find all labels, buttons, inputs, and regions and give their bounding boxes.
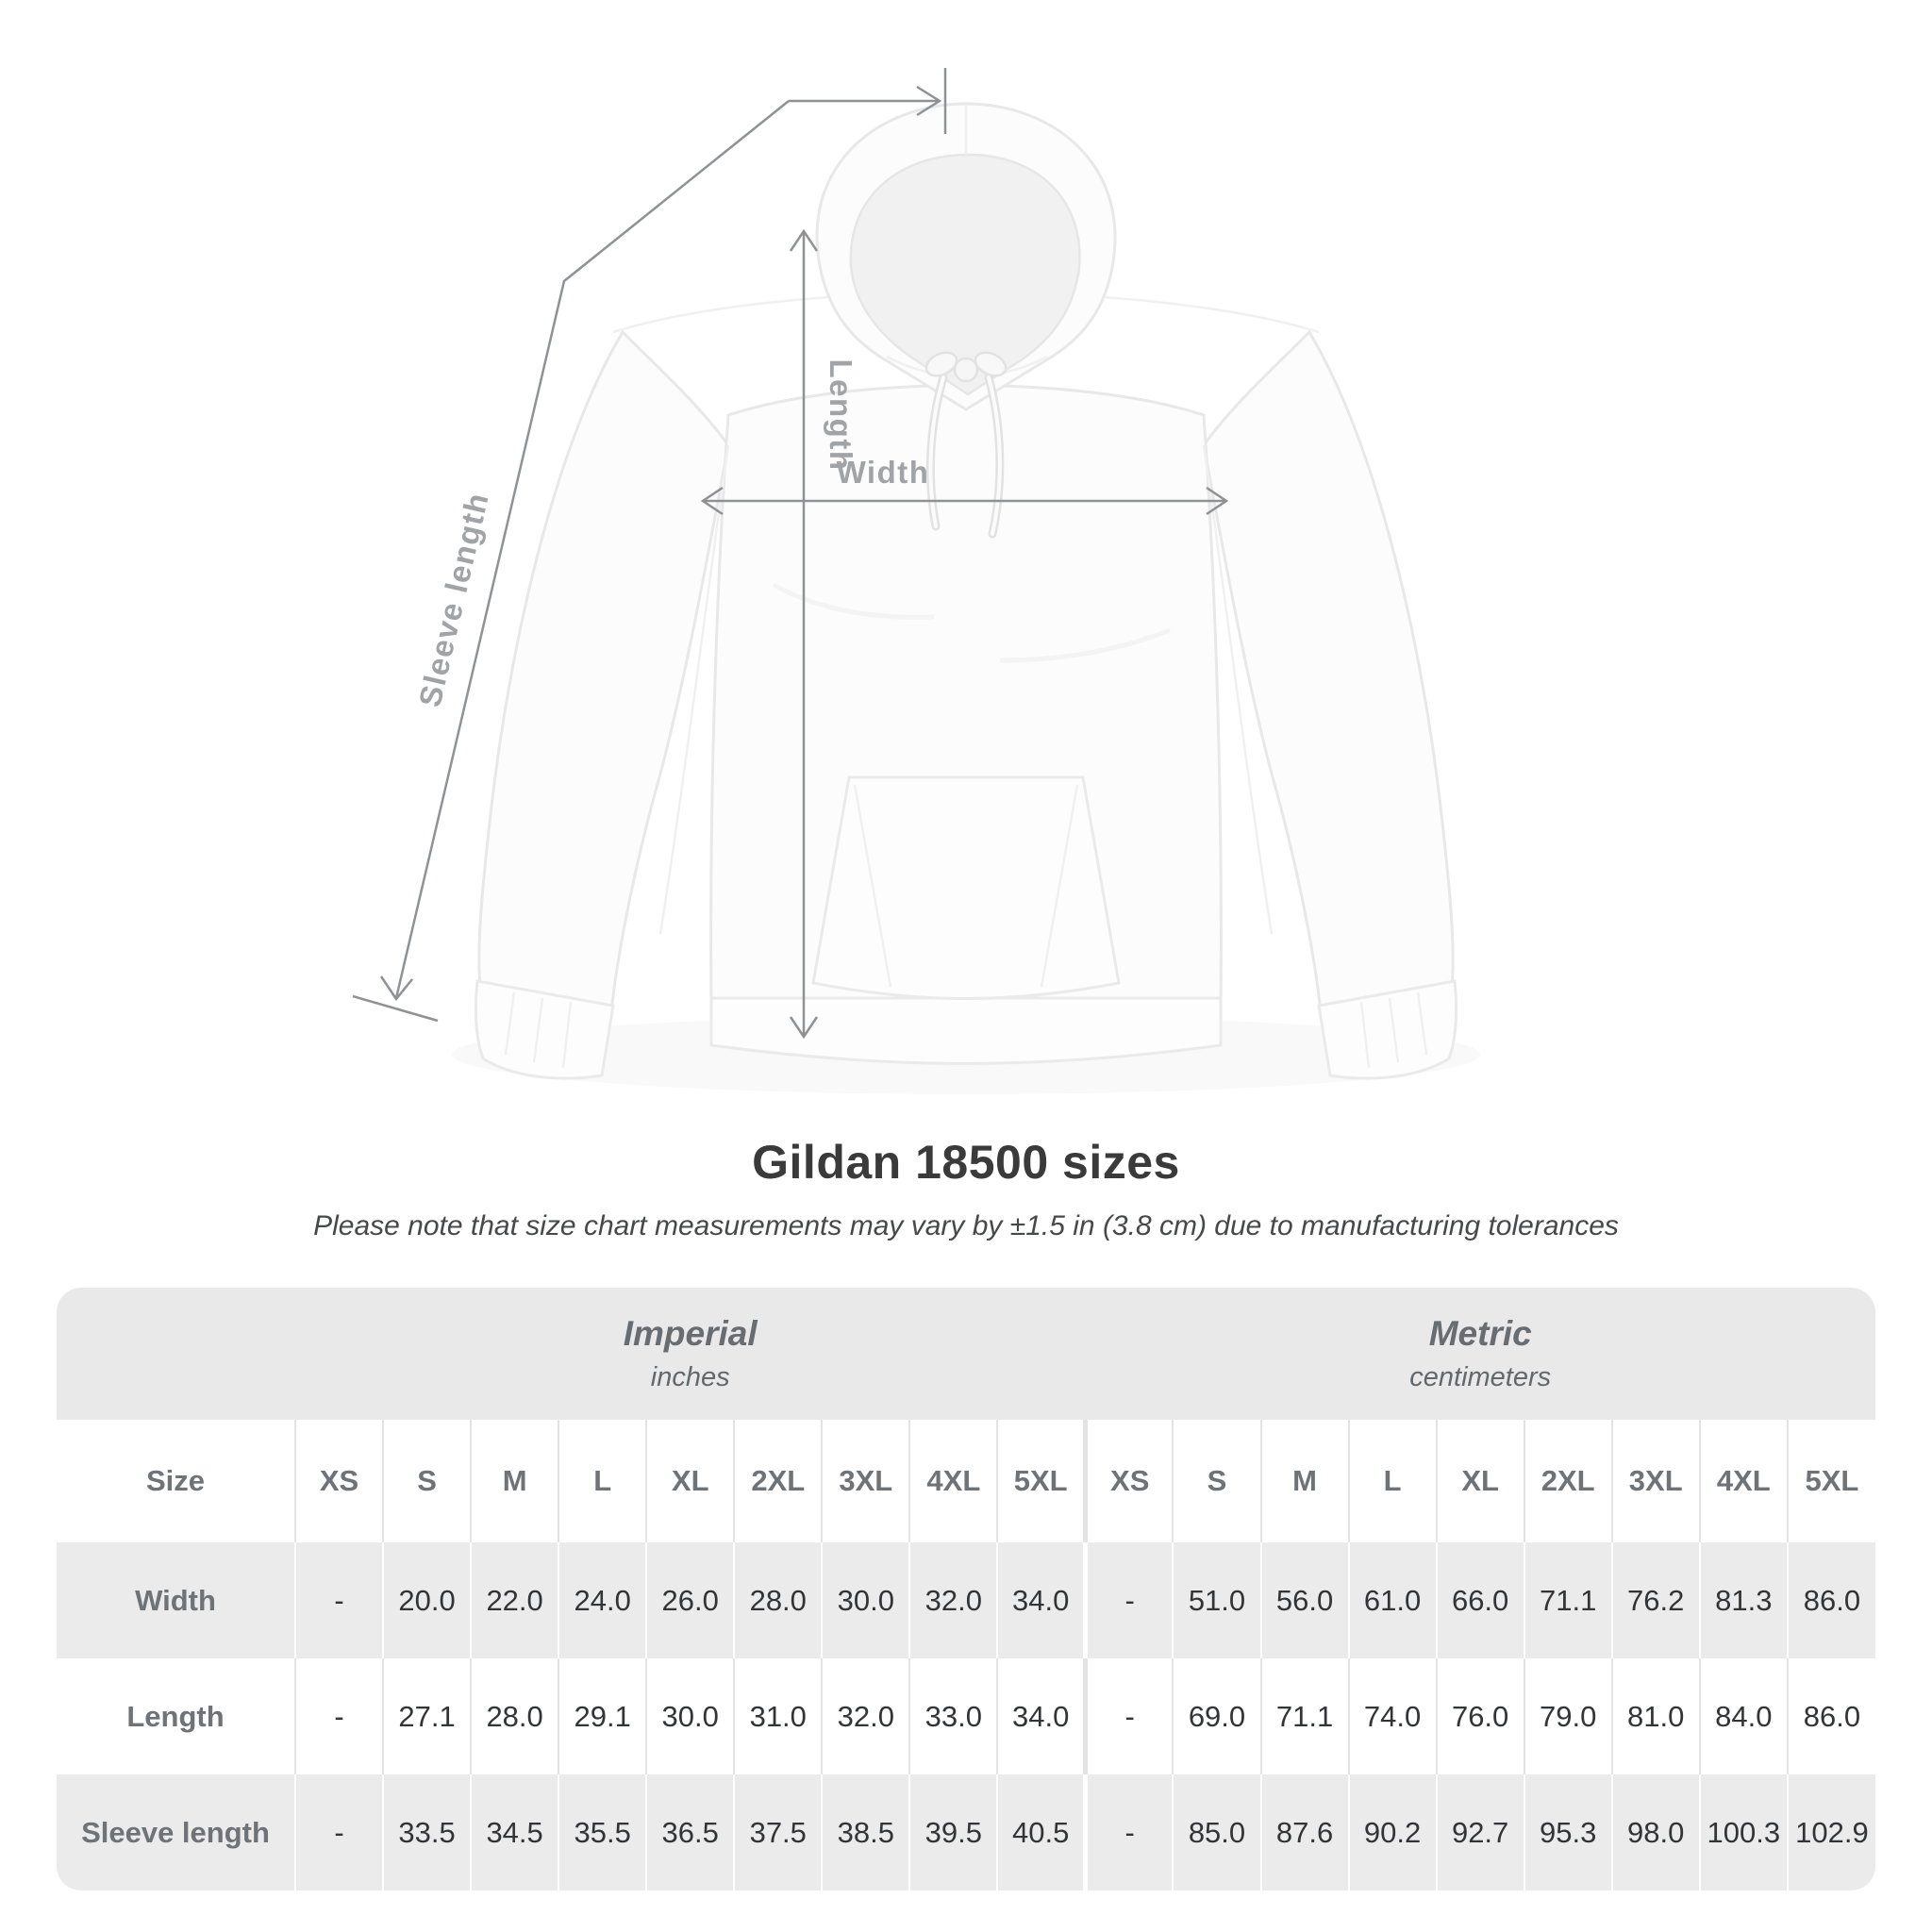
size-col-header-imperial: 4XL xyxy=(909,1420,997,1542)
imperial-value-cell: 36.5 xyxy=(646,1774,734,1890)
size-table-container xyxy=(57,1288,1875,1890)
imperial-value-cell: 33.0 xyxy=(909,1658,997,1774)
imperial-label: Imperial xyxy=(623,1314,758,1353)
metric-value-cell: 71.1 xyxy=(1524,1542,1612,1658)
metric-value-cell: 86.0 xyxy=(1788,1658,1875,1774)
metric-value-cell: 86.0 xyxy=(1788,1542,1875,1658)
metric-value-cell: - xyxy=(1085,1542,1173,1658)
imperial-value-cell: 29.1 xyxy=(558,1658,646,1774)
size-col-header-imperial: L xyxy=(558,1420,646,1542)
row-label-cell: Width xyxy=(57,1542,295,1658)
imperial-value-cell: 40.5 xyxy=(997,1774,1085,1890)
metric-value-cell: 51.0 xyxy=(1173,1542,1260,1658)
imperial-value-cell: - xyxy=(295,1774,383,1890)
imperial-value-cell: 22.0 xyxy=(471,1542,558,1658)
imperial-value-cell: 33.5 xyxy=(383,1774,471,1890)
imperial-band-cell xyxy=(295,1288,1085,1420)
imperial-value-cell: 34.0 xyxy=(997,1658,1085,1774)
imperial-value-cell: 38.5 xyxy=(822,1774,909,1890)
imperial-value-cell: 20.0 xyxy=(383,1542,471,1658)
size-col-header-metric: XS xyxy=(1085,1420,1173,1542)
metric-value-cell: 66.0 xyxy=(1437,1542,1524,1658)
size-header-cell: Size xyxy=(57,1420,295,1542)
size-col-header-metric: S xyxy=(1173,1420,1260,1542)
imperial-value-cell: 30.0 xyxy=(646,1658,734,1774)
metric-value-cell: 81.3 xyxy=(1700,1542,1788,1658)
metric-value-cell: 71.1 xyxy=(1261,1658,1349,1774)
metric-value-cell: 92.7 xyxy=(1437,1774,1524,1890)
size-col-header-imperial: XS xyxy=(295,1420,383,1542)
imperial-value-cell: 37.5 xyxy=(734,1774,822,1890)
size-col-header-metric: 3XL xyxy=(1612,1420,1700,1542)
size-col-header-metric: 5XL xyxy=(1788,1420,1875,1542)
sleeve-length-label: Sleeve length xyxy=(411,489,495,710)
metric-value-cell: 56.0 xyxy=(1261,1542,1349,1658)
length-label: Length xyxy=(824,358,858,472)
imperial-value-cell: 27.1 xyxy=(383,1658,471,1774)
hoodie-hem-band xyxy=(711,998,1221,1064)
metric-value-cell: 98.0 xyxy=(1612,1774,1700,1890)
imperial-value-cell: - xyxy=(295,1542,383,1658)
metric-value-cell: 69.0 xyxy=(1173,1658,1260,1774)
band-empty-cell xyxy=(57,1288,295,1420)
size-col-header-metric: 4XL xyxy=(1700,1420,1788,1542)
metric-value-cell: 76.2 xyxy=(1612,1542,1700,1658)
imperial-value-cell: 32.0 xyxy=(909,1542,997,1658)
row-label-cell: Length xyxy=(57,1658,295,1774)
measurement-row xyxy=(57,1542,1875,1658)
size-col-header-metric: XL xyxy=(1437,1420,1524,1542)
imperial-value-cell: 39.5 xyxy=(909,1774,997,1890)
size-col-header-metric: L xyxy=(1349,1420,1437,1542)
size-col-header-imperial: 3XL xyxy=(822,1420,909,1542)
metric-value-cell: 74.0 xyxy=(1349,1658,1437,1774)
metric-value-cell: - xyxy=(1085,1658,1173,1774)
imperial-value-cell: 32.0 xyxy=(822,1658,909,1774)
imperial-value-cell: 34.0 xyxy=(997,1542,1085,1658)
size-col-header-imperial: S xyxy=(383,1420,471,1542)
metric-value-cell: 61.0 xyxy=(1349,1542,1437,1658)
width-label: Width xyxy=(836,455,930,490)
metric-value-cell: 102.9 xyxy=(1788,1774,1875,1890)
unit-band-row xyxy=(57,1288,1875,1420)
imperial-value-cell: - xyxy=(295,1658,383,1774)
drawcord-knot xyxy=(955,358,977,381)
row-label-cell: Sleeve length xyxy=(57,1774,295,1890)
imperial-value-cell: 24.0 xyxy=(558,1542,646,1658)
measurement-row xyxy=(57,1774,1875,1890)
metric-band-cell xyxy=(1085,1288,1875,1420)
metric-value-cell: 84.0 xyxy=(1700,1658,1788,1774)
metric-value-cell: 79.0 xyxy=(1524,1658,1612,1774)
metric-value-cell: 81.0 xyxy=(1612,1658,1700,1774)
metric-value-cell: 90.2 xyxy=(1349,1774,1437,1890)
metric-unit: centimeters xyxy=(1409,1362,1552,1392)
metric-value-cell: 87.6 xyxy=(1261,1774,1349,1890)
size-col-header-imperial: 2XL xyxy=(734,1420,822,1542)
imperial-unit: inches xyxy=(650,1362,730,1392)
hoodie-left-sleeve xyxy=(479,332,728,1011)
imperial-value-cell: 34.5 xyxy=(471,1774,558,1890)
size-col-header-metric: 2XL xyxy=(1524,1420,1612,1542)
imperial-value-cell: 28.0 xyxy=(734,1542,822,1658)
imperial-value-cell: 35.5 xyxy=(558,1774,646,1890)
size-col-header-imperial: XL xyxy=(646,1420,734,1542)
imperial-value-cell: 31.0 xyxy=(734,1658,822,1774)
metric-value-cell: - xyxy=(1085,1774,1173,1890)
sleeve-measure-cuff-tick xyxy=(353,996,438,1021)
size-header-row xyxy=(57,1420,1875,1542)
imperial-value-cell: 26.0 xyxy=(646,1542,734,1658)
imperial-value-cell: 30.0 xyxy=(822,1542,909,1658)
metric-value-cell: 76.0 xyxy=(1437,1658,1524,1774)
page-subtitle: Please note that size chart measurements may vary by ±1.5 in (3.8 cm) due to manufacturing tolerances xyxy=(313,1210,1619,1241)
size-col-header-metric: M xyxy=(1261,1420,1349,1542)
imperial-value-cell: 28.0 xyxy=(471,1658,558,1774)
metric-value-cell: 85.0 xyxy=(1173,1774,1260,1890)
size-col-header-imperial: 5XL xyxy=(997,1420,1085,1542)
size-table xyxy=(57,1288,1875,1890)
page-title: Gildan 18500 sizes xyxy=(752,1136,1180,1189)
measurement-row xyxy=(57,1658,1875,1774)
hoodie-right-sleeve xyxy=(1204,332,1453,1011)
size-col-header-imperial: M xyxy=(471,1420,558,1542)
metric-label: Metric xyxy=(1428,1314,1532,1353)
metric-value-cell: 95.3 xyxy=(1524,1774,1612,1890)
metric-value-cell: 100.3 xyxy=(1700,1774,1788,1890)
